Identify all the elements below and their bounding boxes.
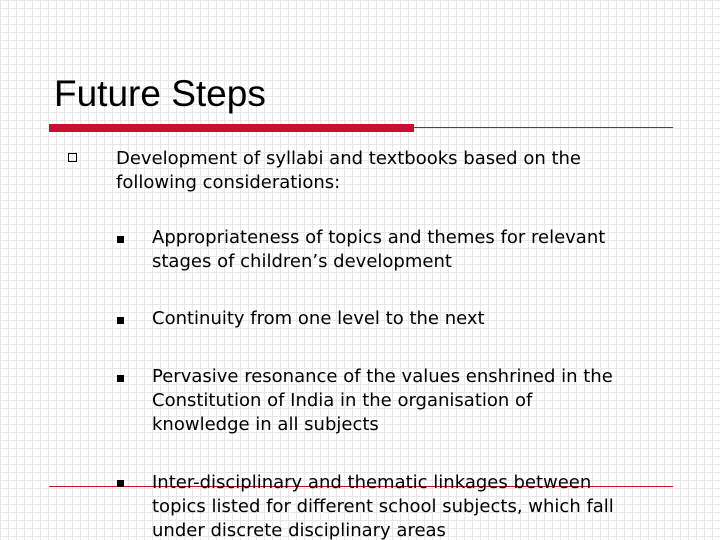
sub-point-line: Constitution of India in the organisation of	[152, 390, 533, 411]
sub-point-line: stages of children’s development	[152, 251, 452, 272]
sub-point-line: Appropriateness of topics and themes for relevant	[152, 227, 606, 248]
filled-square-bullet-icon	[117, 375, 124, 382]
sub-point-appropriateness	[152, 226, 697, 274]
title-underline-thin	[414, 127, 673, 128]
hollow-square-bullet-icon	[68, 153, 77, 162]
filled-square-bullet-icon	[117, 236, 124, 243]
sub-point-continuity	[152, 307, 697, 331]
sub-point-line: topics listed for different school subjects, which fall	[152, 496, 614, 517]
main-point	[116, 147, 686, 195]
sub-point-line: Pervasive resonance of the values enshrined in the	[152, 366, 613, 387]
sub-point-line: knowledge in all subjects	[152, 414, 379, 435]
sub-point-line: Continuity from one level to the next	[152, 308, 485, 329]
sub-point-linkages	[152, 471, 697, 540]
sub-point-resonance	[152, 365, 697, 437]
sub-point-line: Inter-disciplinary and thematic linkages between	[152, 472, 592, 493]
main-point-line: Development of syllabi and textbooks based on the	[116, 148, 582, 169]
sub-point-line: under discrete disciplinary areas	[152, 520, 446, 540]
slide-title: Future Steps	[54, 73, 266, 114]
filled-square-bullet-icon	[117, 317, 124, 324]
main-point-line: following considerations:	[116, 172, 341, 193]
title-underline-thick	[49, 124, 414, 132]
filled-square-bullet-icon	[117, 480, 124, 487]
